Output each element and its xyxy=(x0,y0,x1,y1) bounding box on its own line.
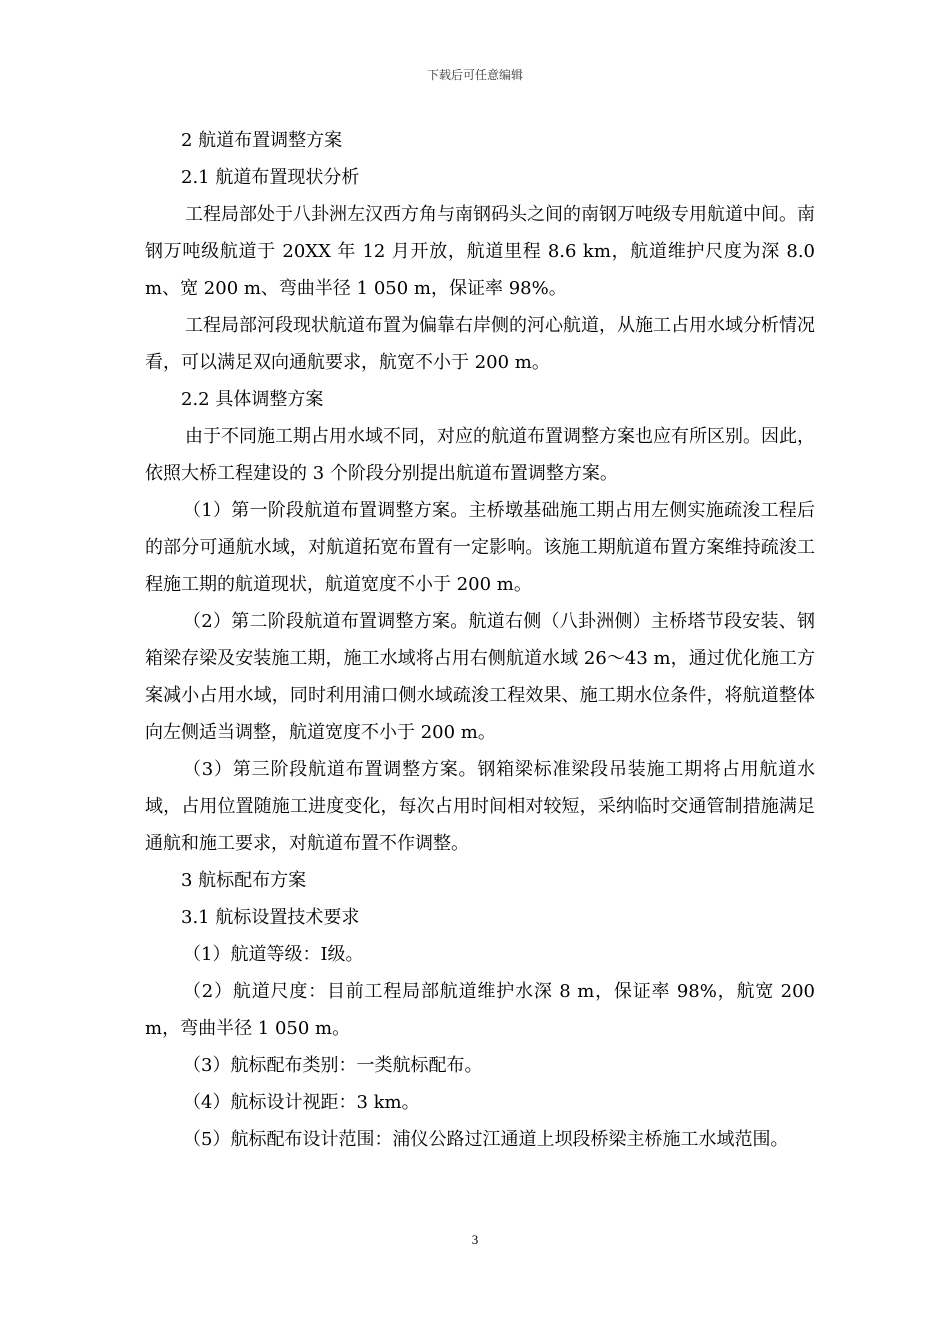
section-2-1-heading: 2.1 航道布置现状分析 xyxy=(181,167,360,188)
section-3-1-item-4: （4）航标设计视距：3 km。 xyxy=(183,1092,420,1113)
section-2-2-item-2: （2）第二阶段航道布置调整方案。航道右侧（八卦洲侧）主桥塔节段安装、钢箱梁存梁及安装施工期，施工水域将占用右侧航道水域 26～43 m，通过优化施工方案减小占用水域，同时利用浦口侧水域疏浚工程效果、施工期水位条件，将航道整体向左侧适当调整，航道宽度不小于 200 m。 xyxy=(145,611,815,743)
document-body xyxy=(145,122,815,1158)
page-header: 下载后可任意编辑 xyxy=(426,68,523,82)
section-3-heading: 3 航标配布方案 xyxy=(181,870,307,891)
page-number: 3 xyxy=(471,1232,479,1247)
section-3-1-item-3: （3）航标配布类别：一类航标配布。 xyxy=(183,1055,483,1076)
section-2-2-paragraph-1: 由于不同施工期占用水域不同，对应的航道布置调整方案也应有所区别。因此，依照大桥工程建设的 3 个阶段分别提出航道布置调整方案。 xyxy=(145,426,815,484)
section-2-2-item-1: （1）第一阶段航道布置调整方案。主桥墩基础施工期占用左侧实施疏浚工程后的部分可通航水域，对航道拓宽布置有一定影响。该施工期航道布置方案维持疏浚工程施工期的航道现状，航道宽度不小于 200 m。 xyxy=(145,500,815,595)
section-3-1-item-5: （5）航标配布设计范围：浦仪公路过江通道上坝段桥梁主桥施工水域范围。 xyxy=(183,1129,789,1150)
section-2-2-heading: 2.2 具体调整方案 xyxy=(181,389,324,410)
section-2-heading: 2 航道布置调整方案 xyxy=(181,130,343,151)
section-2-2-item-3: （3）第三阶段航道布置调整方案。钢箱梁标准梁段吊装施工期将占用航道水域，占用位置随施工进度变化，每次占用时间相对较短，采纳临时交通管制措施满足通航和施工要求，对航道布置不作调整。 xyxy=(145,759,815,854)
section-3-1-item-1: （1）航道等级：Ⅰ级。 xyxy=(183,944,364,965)
section-2-1-paragraph-2: 工程局部河段现状航道布置为偏靠右岸侧的河心航道，从施工占用水域分析情况看，可以满足双向通航要求，航宽不小于 200 m。 xyxy=(145,315,815,373)
section-3-1-heading: 3.1 航标设置技术要求 xyxy=(181,907,360,928)
section-3-1-item-2: （2）航道尺度：目前工程局部航道维护水深 8 m，保证率 98%，航宽 200 m，弯曲半径 1 050 m。 xyxy=(145,981,815,1039)
section-2-1-paragraph-1: 工程局部处于八卦洲左汉西方角与南钢码头之间的南钢万吨级专用航道中间。南钢万吨级航道于 20XX 年 12 月开放，航道里程 8.6 km，航道维护尺度为深 8.0 m、宽 200 m、弯曲半径 1 050 m，保证率 98%。 xyxy=(145,204,815,299)
